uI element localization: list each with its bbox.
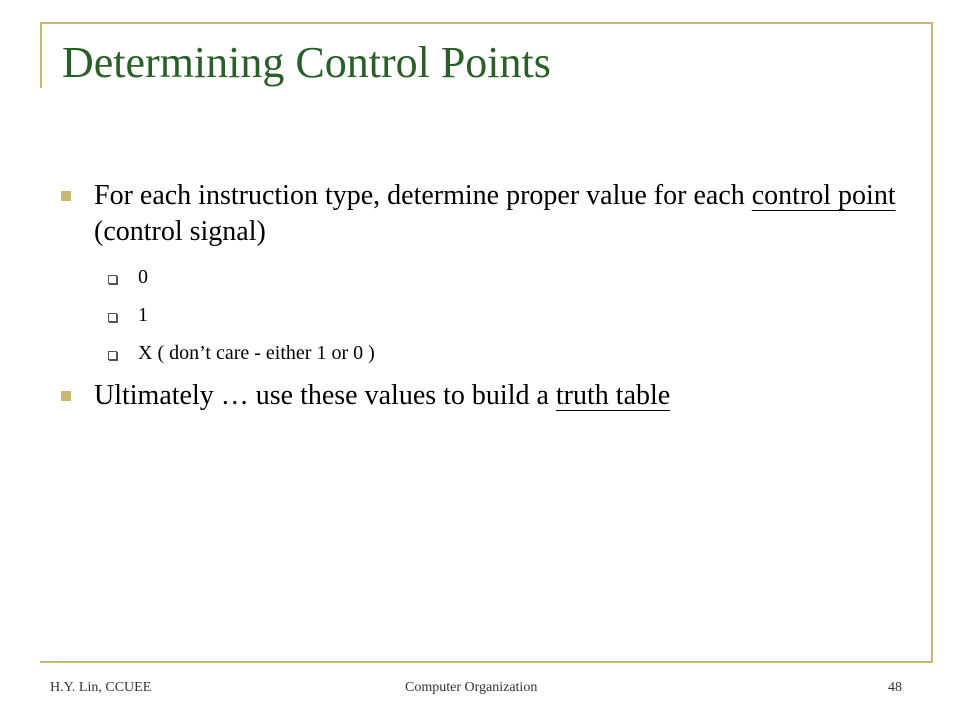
sub-bullet-text: 0 <box>138 266 148 288</box>
hollow-square-bullet-icon <box>108 313 117 322</box>
hollow-square-bullet-icon <box>108 351 117 360</box>
bullet-item-2 <box>58 378 918 414</box>
hollow-square-bullet-icon <box>108 275 117 284</box>
frame-left-line <box>40 22 42 88</box>
bullet-item-1 <box>58 178 918 250</box>
bullet-2-text-before: Ultimately … use these values to build a <box>94 380 556 411</box>
sub-bullet-text: X ( don’t care - either 1 or 0 ) <box>138 342 375 364</box>
page-number: 48 <box>888 680 902 695</box>
frame-right-line <box>931 22 933 662</box>
bullet-1-underlined-term: control point <box>751 180 896 211</box>
sub-bullet-item <box>58 302 918 328</box>
bullet-1-text-after: (control signal) <box>94 216 266 247</box>
footer-author: H.Y. Lin, CCUEE <box>50 680 152 695</box>
footer-course: Computer Organization <box>405 680 538 695</box>
frame-top-line <box>40 22 932 24</box>
sub-bullet-text: 1 <box>138 304 148 326</box>
slide-body <box>58 178 918 414</box>
bullet-2-underlined-term: truth table <box>555 380 671 411</box>
sub-bullet-item <box>58 264 918 290</box>
slide-title: Determining Control Points <box>62 38 551 87</box>
bullet-1-text-before: For each instruction type, determine proper value for each <box>94 180 752 211</box>
frame-bottom-line <box>40 661 933 663</box>
square-bullet-icon <box>61 191 71 201</box>
sub-bullet-item <box>58 340 918 366</box>
sub-bullet-list <box>58 264 918 366</box>
square-bullet-icon <box>61 391 71 401</box>
